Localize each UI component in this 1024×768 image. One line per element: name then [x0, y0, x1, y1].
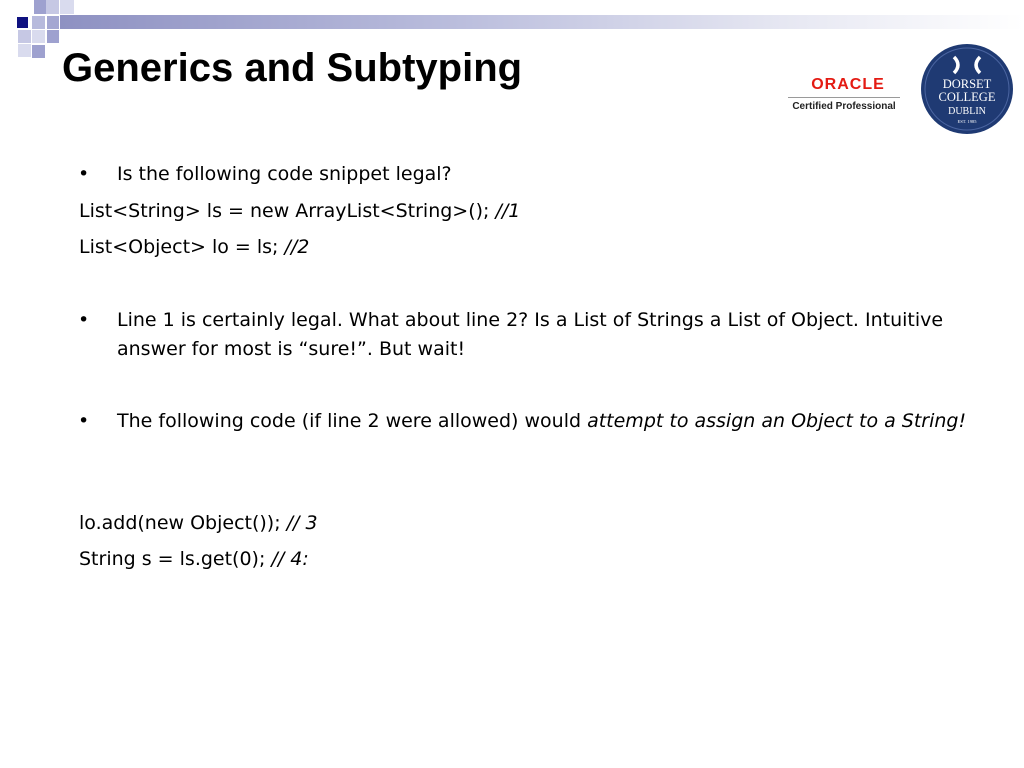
corner-square [46, 0, 59, 14]
seal-text-dorset: DORSET [942, 77, 992, 91]
dorset-college-seal [920, 43, 1014, 135]
code-line-3 [79, 509, 318, 538]
bullet-text-plain: The following code (if line 2 were allowed) would [117, 410, 588, 432]
code-text: List<Object> lo = ls; [79, 236, 285, 258]
bullet-text-emphasis: attempt to assign an Object to a String! [587, 410, 967, 432]
corner-square [32, 45, 45, 58]
code-comment: //1 [495, 200, 521, 222]
bullet-text: Line 1 is certainly legal. What about line 2? Is a List of Strings a List of Object. Intuitive answer for most is “sure!”. But wait! [117, 309, 944, 360]
bullet-marker: • [78, 163, 90, 185]
seal-text-dublin: DUBLIN [948, 106, 986, 117]
oracle-certified-logo [788, 75, 900, 119]
corner-square [60, 0, 74, 14]
header-gradient-bar [60, 15, 1024, 29]
bullet-text [117, 407, 987, 436]
code-text: lo.add(new Object()); [79, 512, 287, 534]
corner-square [32, 30, 45, 43]
logo-divider [788, 97, 900, 98]
seal-text-college: COLLEGE [938, 90, 996, 104]
corner-square [18, 30, 31, 43]
code-text: String s = ls.get(0); [79, 548, 272, 570]
code-comment: // 3 [286, 512, 318, 534]
code-line-4 [79, 545, 309, 574]
bullet-marker: • [78, 410, 90, 432]
corner-square [18, 44, 31, 57]
code-text: List<String> ls = new ArrayList<String>(); [79, 200, 496, 222]
oracle-certified-subtitle: Certified Professional [792, 101, 896, 112]
code-comment: // 4: [271, 548, 309, 570]
seal-text-est: EST. 1985 [957, 119, 977, 124]
corner-square [34, 0, 46, 14]
corner-square [47, 30, 59, 43]
slide-title: Generics and Subtyping [62, 46, 523, 90]
bullet-text: Is the following code snippet legal? [117, 163, 452, 185]
corner-square [47, 16, 59, 29]
code-comment: //2 [284, 236, 310, 258]
corner-square-dark [17, 17, 28, 28]
code-line-1 [79, 197, 520, 226]
oracle-wordmark: ORACLE [811, 76, 885, 93]
bullet-marker: • [78, 309, 90, 331]
code-line-2 [79, 233, 309, 262]
corner-square [32, 16, 45, 29]
